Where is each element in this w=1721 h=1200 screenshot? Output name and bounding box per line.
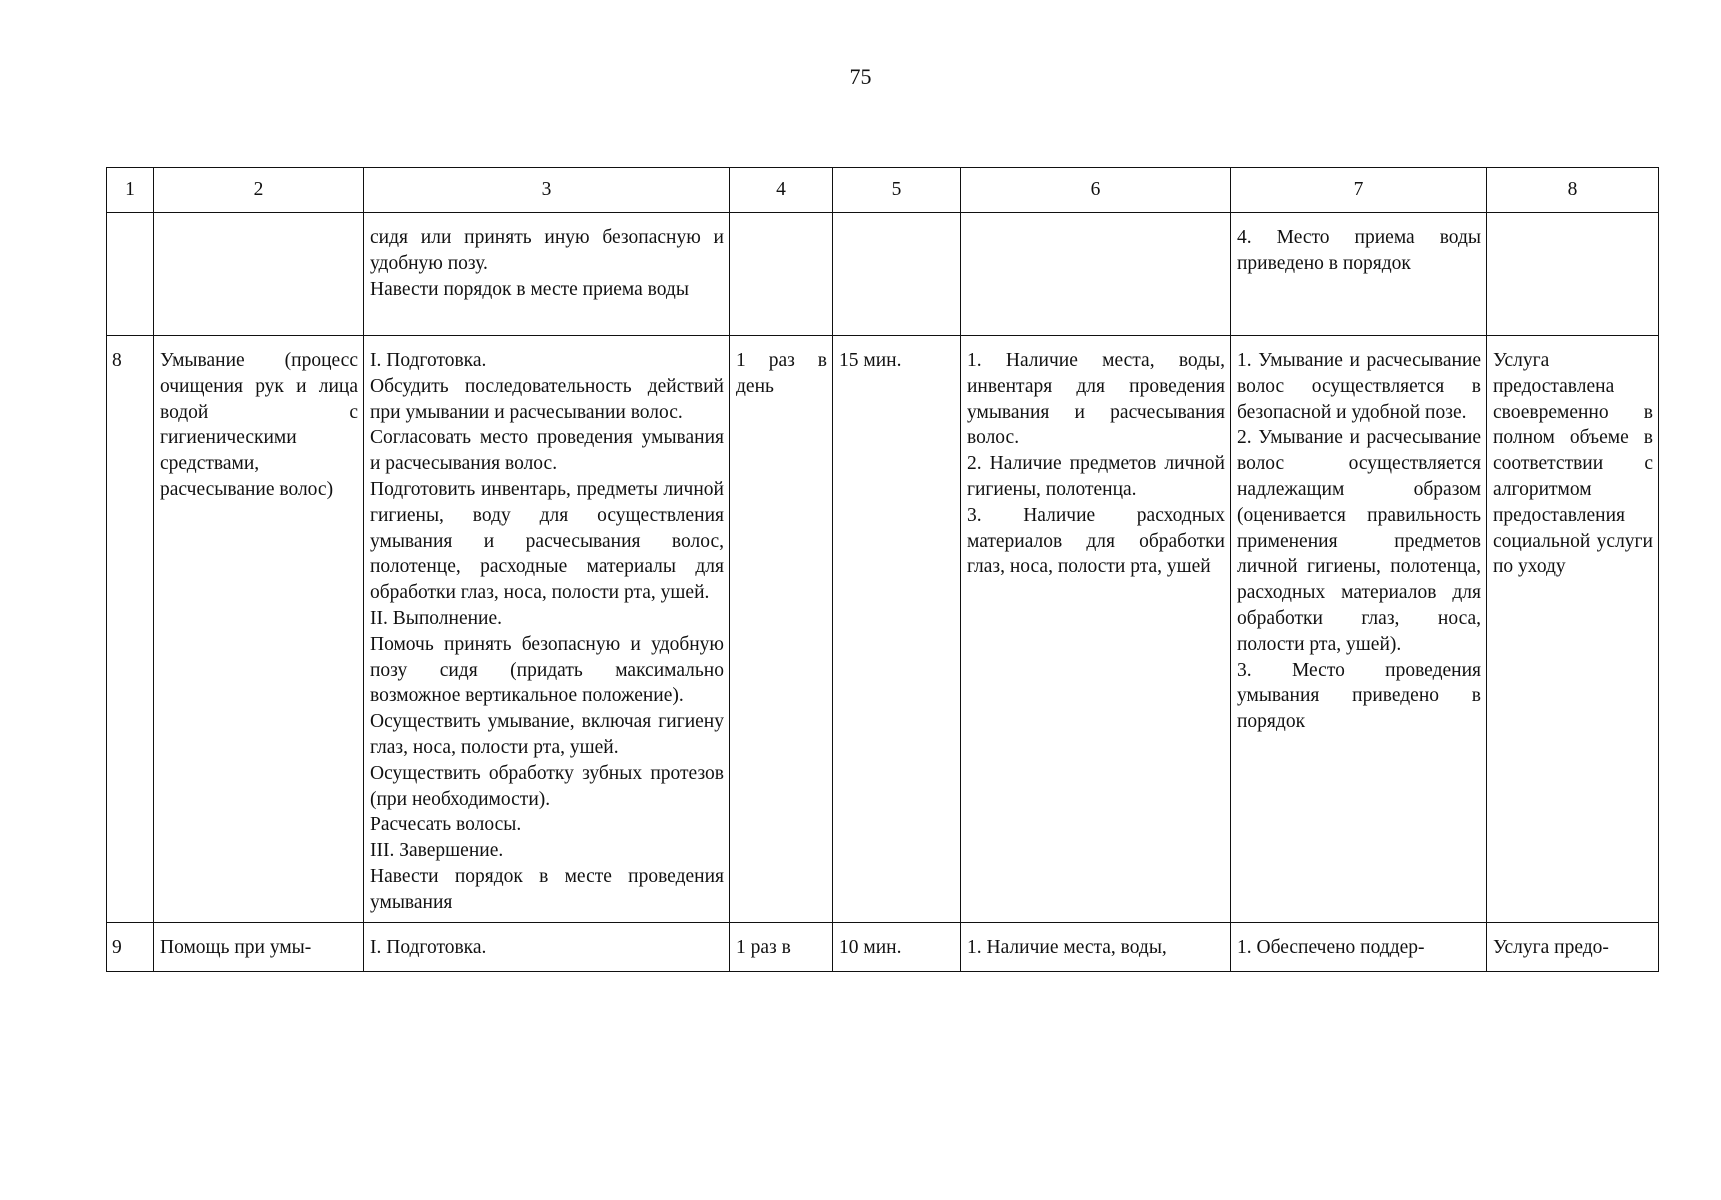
cont-step-line: сидя или принять иную безопасную и удобную позу. xyxy=(370,227,724,274)
cont-col-8 xyxy=(1487,213,1659,336)
step-line: III. Завершение. xyxy=(370,840,504,862)
page-number: 75 xyxy=(849,64,872,89)
step-line: Обсудить последовательность действий при умывании и расчесывании волос. xyxy=(370,375,724,423)
service-name: Умывание (процесс очищения рук и лица водой с гигиеническими средствами, расчесывание волос) xyxy=(154,336,364,923)
step-line: Осуществить умывание, включая гигиену глаз, носа, полости рта, ушей. xyxy=(370,711,724,758)
header-col-4: 4 xyxy=(730,168,833,213)
header-row xyxy=(107,168,1659,213)
cont-col-4 xyxy=(730,213,833,336)
result-line: 1. Умывание и расчесывание волос осуществляется в безопасной и удобной позе. xyxy=(1237,350,1481,423)
frequency-cell: 1 раз в xyxy=(730,922,833,971)
header-col-2: 2 xyxy=(154,168,364,213)
row-number: 8 xyxy=(107,336,154,923)
frequency-cell: 1 раз в день xyxy=(730,336,833,923)
results-cell xyxy=(1231,336,1487,923)
steps-cell xyxy=(364,336,730,923)
row-number: 9 xyxy=(107,922,154,971)
duration-cell: 10 мин. xyxy=(833,922,961,971)
cont-col-6 xyxy=(961,213,1231,336)
table-row-9 xyxy=(107,922,1659,971)
conditions-cell xyxy=(961,336,1231,923)
result-line: 2. Умывание и расчесывание волос осуществляется надлежащим образом (оценивается правильность применения предметов личной гигиены, полотенца, расходных материалов для обработки глаз, носа, полости рта, ушей). xyxy=(1237,427,1481,655)
conditions-cell: 1. Наличие места, воды, xyxy=(961,922,1231,971)
service-name: Помощь при умы- xyxy=(154,922,364,971)
evaluation-cell: Услуга предоставлена своевременно в полном объеме в соответствии с алгоритмом предоставления социальной услуги по уходу xyxy=(1487,336,1659,923)
header-col-3: 3 xyxy=(364,168,730,213)
step-line: I. Подготовка. xyxy=(370,350,487,371)
table-row-8 xyxy=(107,336,1659,923)
cont-step-line: Навести порядок в месте приема воды xyxy=(370,278,689,300)
result-line: 3. Место проведения умывания приведено в порядок xyxy=(1237,659,1481,733)
step-line: Осуществить обработку зубных протезов (при необходимости). xyxy=(370,762,724,810)
condition-line: 2. Наличие предметов личной гигиены, полотенца. xyxy=(967,453,1225,500)
condition-line: 1. Наличие места, воды, инвентаря для проведения умывания и расчесывания волос. xyxy=(967,350,1225,449)
evaluation-cell: Услуга предо- xyxy=(1487,922,1659,971)
cont-steps-cell xyxy=(364,213,730,336)
table-row-continuation xyxy=(107,213,1659,336)
header-col-8: 8 xyxy=(1487,168,1659,213)
step-line: Подготовить инвентарь, предметы личной гигиены, воду для осуществления умывания и расчесывания волос, полотенце, расходные материалы для обработки глаз, носа, полости рта, ушей. xyxy=(370,478,724,604)
step-line: Расчесать волосы. xyxy=(370,814,522,836)
cont-col-5 xyxy=(833,213,961,336)
step-line: Согласовать место проведения умывания и расчесывания волос. xyxy=(370,427,724,475)
cont-col-2 xyxy=(154,213,364,336)
header-col-6: 6 xyxy=(961,168,1231,213)
steps-cell: I. Подготовка. xyxy=(364,922,730,971)
results-cell: 1. Обеспечено поддер- xyxy=(1231,922,1487,971)
cont-col-1 xyxy=(107,213,154,336)
services-table xyxy=(106,167,1659,972)
step-line: Помочь принять безопасную и удобную позу сидя (придать максимально возможное вертикальное положение). xyxy=(370,633,724,707)
cont-result-cell: 4. Место приема воды приведено в порядок xyxy=(1231,213,1487,336)
step-line: II. Выполнение. xyxy=(370,607,502,629)
step-line: Навести порядок в месте проведения умывания xyxy=(370,865,724,913)
condition-line: 3. Наличие расходных материалов для обработки глаз, носа, полости рта, ушей xyxy=(967,504,1225,578)
duration-cell: 15 мин. xyxy=(833,336,961,923)
header-col-5: 5 xyxy=(833,168,961,213)
header-col-7: 7 xyxy=(1231,168,1487,213)
header-col-1: 1 xyxy=(107,168,154,213)
